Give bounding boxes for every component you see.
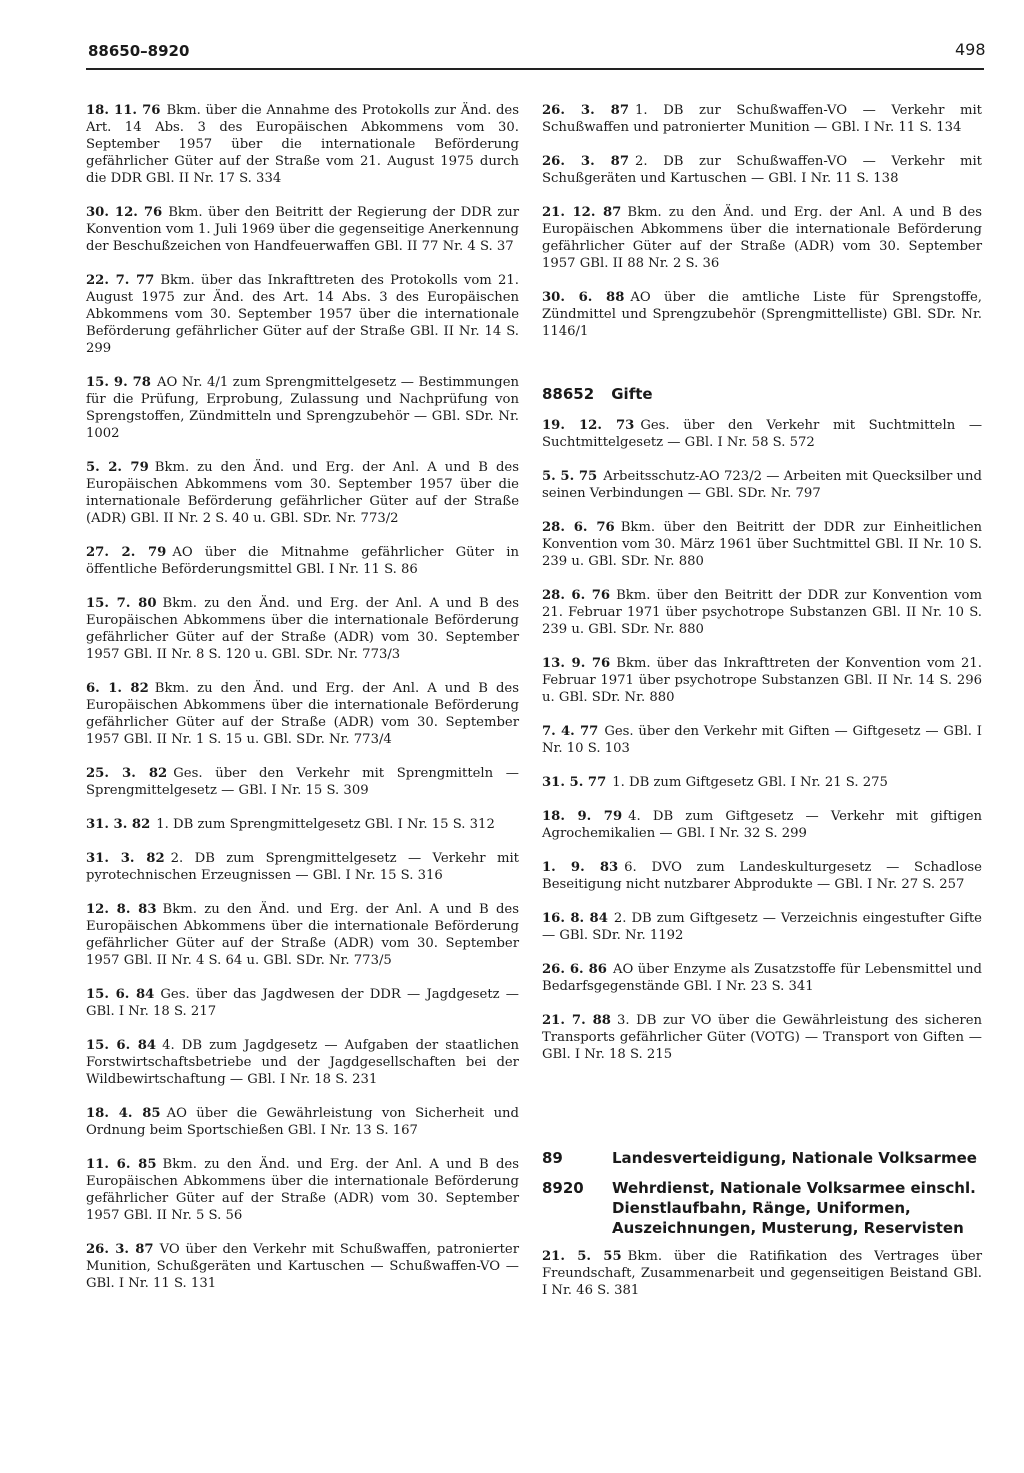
entry-date: 12. 8. 83: [86, 902, 157, 917]
list-item: [542, 587, 982, 638]
entry-text: Bkm. zu den Änd. und Erg. der Anl. A und B des Europäischen Abkommens vom 30. September 1957 über die internationale Beförderung gefährlicher Güter auf der Straße (ADR) GBl. II Nr. 2 S. 40 u. GBl. SDr. Nr. 773/2: [86, 460, 519, 526]
list-item: [86, 816, 519, 833]
entry-date: 5. 5. 75: [542, 469, 598, 484]
entry-text: 2. DB zum Giftgesetz — Verzeichnis eingestufter Gifte — GBl. SDr. Nr. 1192: [542, 911, 982, 943]
entry-text: 1. DB zum Sprengmittelgesetz GBl. I Nr. 15 S. 312: [156, 817, 495, 832]
entry-text: Bkm. über den Beitritt der Regierung der DDR zur Konvention vom 1. Juli 1969 über die gegenseitige Anerkennung der Beschußzeichen von Handfeuerwaffen GBl. II 77 Nr. 4 S. 37: [86, 205, 519, 254]
list-item: [86, 1037, 519, 1088]
list-item: [86, 272, 519, 357]
entry-date: 15. 9. 78: [86, 375, 151, 390]
list-item: [86, 374, 519, 442]
entry-date: 16. 8. 84: [542, 911, 608, 926]
list-item: [86, 765, 519, 799]
entry-date: 22. 7. 77: [86, 273, 155, 288]
entry-date: 28. 6. 76: [542, 588, 611, 603]
entry-text: Bkm. über das Inkrafttreten der Konvention vom 21. Februar 1971 über psychotrope Substanzen GBl. II Nr. 14 S. 296 u. GBl. SDr. Nr. 880: [542, 656, 982, 705]
entry-text: 3. DB zur VO über die Gewährleistung des sicheren Transports gefährlicher Güter (VOTG) — Transport von Giften — GBl. I Nr. 18 S. 215: [542, 1013, 983, 1062]
entry-text: 6. DVO zum Landeskulturgesetz — Schadlose Beseitigung nicht nutzbarer Abprodukte — GBl. I Nr. 27 S. 257: [542, 860, 982, 892]
entry-date: 21. 5. 55: [542, 1249, 622, 1264]
entry-date: 28. 6. 76: [542, 520, 615, 535]
entry-date: 27. 2. 79: [86, 545, 167, 560]
entry-text: Bkm. zu den Änd. und Erg. der Anl. A und B des Europäischen Abkommens über die internationale Beförderung gefährlicher Güter auf der Straße (ADR) vom 30. September 1957 GBl. II Nr. 5 S. 56: [86, 1157, 519, 1223]
section-number: 8920: [542, 1179, 584, 1197]
list-item: [542, 204, 982, 272]
entry-date: 11. 6. 85: [86, 1157, 157, 1172]
entry-text: Ges. über das Jagdwesen der DDR — Jagdgesetz — GBl. I Nr. 18 S. 217: [86, 987, 519, 1019]
entry-date: 18. 9. 79: [542, 809, 623, 824]
entry-text: Bkm. über die Annahme des Protokolls zur Änd. des Art. 14 Abs. 3 des Europäischen Abkommens vom 30. September 1957 über die internationale Beförderung gefährlicher Güter auf der Straße vom 21. August 1975 durch die DDR GBl. II Nr. 17 S. 334: [86, 103, 519, 186]
list-item: [542, 153, 982, 187]
right-column: [542, 102, 982, 1316]
entry-text: Ges. über den Verkehr mit Suchtmitteln — Suchtmittelgesetz — GBl. I Nr. 58 S. 572: [542, 418, 983, 450]
entry-text: Bkm. über den Beitritt der DDR zur Konvention vom 21. Februar 1971 über psychotrope Substanzen GBl. II Nr. 10 S. 239 u. GBl. SDr. Nr. 880: [542, 588, 982, 637]
entry-text: 1. DB zur Schußwaffen-VO — Verkehr mit Schußwaffen und patronierter Munition — GBl. I Nr. 11 S. 134: [542, 103, 982, 135]
entry-text: 2. DB zum Sprengmittelgesetz — Verkehr mit pyrotechnischen Erzeugnissen — GBl. I Nr. 15 S. 316: [86, 851, 519, 883]
list-item: [86, 986, 519, 1020]
list-item: [86, 595, 519, 663]
page-number: 498: [955, 40, 986, 59]
list-item: [542, 859, 982, 893]
entry-date: 15. 6. 84: [86, 987, 155, 1002]
list-item: [86, 1156, 519, 1224]
list-item: [542, 774, 982, 791]
entry-text: Bkm. zu den Änd. und Erg. der Anl. A und B des Europäischen Abkommens über die internationale Beförderung gefährlicher Güter auf der Straße (ADR) vom 30. September 1957 GBl. II Nr. 1 S. 15 u. GBl. SDr. Nr. 773/4: [86, 681, 519, 747]
entry-text: AO Nr. 4/1 zum Sprengmittelgesetz — Bestimmungen für die Prüfung, Erprobung, Zulassung und Nachprüfung von Sprengstoffen, Zündmitteln und Sprengzubehör — GBl. SDr. Nr. 1002: [86, 375, 519, 441]
list-item: [542, 723, 982, 757]
list-item: [542, 289, 982, 340]
entry-text: Bkm. über die Ratifikation des Vertrages über Freundschaft, Zusammenarbeit und gegenseitigen Beistand GBl. I Nr. 46 S. 381: [542, 1249, 982, 1298]
entry-text: AO über die amtliche Liste für Sprengstoffe, Zündmittel und Sprengzubehör (Sprengmittelliste) GBl. SDr. Nr. 1146/1: [542, 290, 982, 339]
list-item: [86, 544, 519, 578]
list-item: [86, 1241, 519, 1292]
section-title: Gifte: [611, 385, 653, 403]
section-spacer: [542, 1080, 982, 1148]
header-rule: [86, 68, 984, 70]
section-title: Landesverteidigung, Nationale Volksarmee: [612, 1149, 977, 1167]
list-item: [86, 1105, 519, 1139]
entry-text: Bkm. zu den Änd. und Erg. der Anl. A und B des Europäischen Abkommens über die internationale Beförderung gefährlicher Güter auf der Straße (ADR) vom 30. September 1957 GBl. II 88 Nr. 2 S. 36: [542, 205, 983, 271]
entry-date: 15. 7. 80: [86, 596, 157, 611]
entry-text: 1. DB zum Giftgesetz GBl. I Nr. 21 S. 275: [612, 775, 888, 790]
entry-date: 26. 3. 87: [86, 1242, 154, 1257]
list-item: [86, 680, 519, 748]
entry-date: 19. 12. 73: [542, 418, 635, 433]
list-item: [542, 417, 982, 451]
entry-date: 25. 3. 82: [86, 766, 168, 781]
entry-text: Bkm. zu den Änd. und Erg. der Anl. A und B des Europäischen Abkommens über die internationale Beförderung gefährlicher Güter auf der Straße (ADR) vom 30. September 1957 GBl. II Nr. 8 S. 120 u. GBl. SDr. Nr. 773/3: [86, 596, 519, 662]
entry-list-right-top: [542, 102, 982, 340]
entry-text: 2. DB zur Schußwaffen-VO — Verkehr mit Schußgeräten und Kartuschen — GBl. I Nr. 11 S. 138: [542, 154, 982, 186]
entry-text: AO über die Mitnahme gefährlicher Güter in öffentliche Beförderungsmittel GBl. I Nr. 11 S. 86: [86, 545, 520, 577]
entry-text: AO über Enzyme als Zusatzstoffe für Lebensmittel und Bedarfsgegenstände GBl. I Nr. 23 S. 341: [542, 962, 982, 994]
entry-date: 13. 9. 76: [542, 656, 611, 671]
entry-text: Ges. über den Verkehr mit Sprengmitteln — Sprengmittelgesetz — GBl. I Nr. 15 S. 309: [86, 766, 519, 798]
entry-date: 31. 3. 82: [86, 817, 151, 832]
entry-text: 4. DB zum Jagdgesetz — Aufgaben der staatlichen Forstwirtschaftsbetriebe und der Jagdgesellschaften bei der Wildbewirtschaftung — GBl. I Nr. 18 S. 231: [86, 1038, 519, 1087]
entry-list-gifte: [542, 417, 982, 1063]
entry-date: 26. 6. 86: [542, 962, 607, 977]
entry-text: Arbeitsschutz-AO 723/2 — Arbeiten mit Quecksilber und seinen Verbindungen — GBl. SDr. Nr. 797: [542, 469, 982, 501]
list-item: [542, 519, 982, 570]
entry-list-left: [86, 102, 519, 1292]
entry-date: 26. 3. 87: [542, 103, 630, 118]
list-item: [542, 808, 982, 842]
entry-date: 21. 7. 88: [542, 1013, 611, 1028]
entry-date: 30. 6. 88: [542, 290, 625, 305]
entry-date: 18. 11. 76: [86, 103, 161, 118]
list-item: [86, 901, 519, 969]
entry-text: VO über den Verkehr mit Schußwaffen, patronierter Munition, Schußgeräten und Kartuschen — Schußwaffen-VO — GBl. I Nr. 11 S. 131: [86, 1242, 519, 1291]
entry-text: Bkm. zu den Änd. und Erg. der Anl. A und B des Europäischen Abkommens über die internationale Beförderung gefährlicher Güter auf der Straße (ADR) vom 30. September 1957 GBl. II Nr. 4 S. 64 u. GBl. SDr. Nr. 773/5: [86, 902, 519, 968]
left-column: [86, 102, 519, 1309]
section-heading-8920: [542, 1178, 982, 1238]
list-item: [542, 468, 982, 502]
entry-date: 18. 4. 85: [86, 1106, 161, 1121]
page-range-header: 88650–8920: [88, 42, 190, 60]
list-item: [542, 1248, 982, 1299]
section-number: 89: [542, 1149, 563, 1167]
section-heading-gifte: [542, 386, 982, 403]
list-item: [542, 655, 982, 706]
entry-text: Ges. über den Verkehr mit Giften — Giftgesetz — GBl. I Nr. 10 S. 103: [542, 724, 982, 756]
entry-text: AO über die Gewährleistung von Sicherheit und Ordnung beim Sportschießen GBl. I Nr. 13 S. 167: [86, 1106, 519, 1138]
entry-date: 1. 9. 83: [542, 860, 619, 875]
entry-text: Bkm. über den Beitritt der DDR zur Einheitlichen Konvention vom 30. März 1961 über Suchtmittel GBl. II Nr. 10 S. 239 u. GBl. SDr. Nr. 880: [542, 520, 982, 569]
list-item: [86, 459, 519, 527]
list-item: [542, 102, 982, 136]
list-item: [542, 1012, 982, 1063]
entry-date: 7. 4. 77: [542, 724, 599, 739]
entry-date: 31. 3. 82: [86, 851, 165, 866]
list-item: [542, 961, 982, 995]
entry-text: 4. DB zum Giftgesetz — Verkehr mit giftigen Agrochemikalien — GBl. I Nr. 32 S. 299: [542, 809, 982, 841]
list-item: [86, 204, 519, 255]
list-item: [86, 102, 519, 187]
entry-date: 21. 12. 87: [542, 205, 622, 220]
list-item: [542, 910, 982, 944]
entry-text: Bkm. über das Inkrafttreten des Protokolls vom 21. August 1975 zur Änd. des Art. 14 Abs. 3 des Europäischen Abkommens vom 30. September 1957 über die internationale Beförderung gefährlicher Güter auf der Straße GBl. II Nr. 14 S. 299: [86, 273, 519, 356]
section-number: 88652: [542, 385, 595, 403]
entry-list-wehrdienst: [542, 1248, 982, 1299]
section-title: Wehrdienst, Nationale Volksarmee einschl. Dienstlaufbahn, Ränge, Uniformen, Auszeichnungen, Musterung, Reservisten: [612, 1179, 976, 1237]
list-item: [86, 850, 519, 884]
entry-date: 31. 5. 77: [542, 775, 607, 790]
entry-date: 5. 2. 79: [86, 460, 149, 475]
entry-date: 6. 1. 82: [86, 681, 149, 696]
entry-date: 15. 6. 84: [86, 1038, 157, 1053]
entry-date: 30. 12. 76: [86, 205, 163, 220]
entry-date: 26. 3. 87: [542, 154, 630, 169]
section-heading-89: [542, 1148, 982, 1168]
